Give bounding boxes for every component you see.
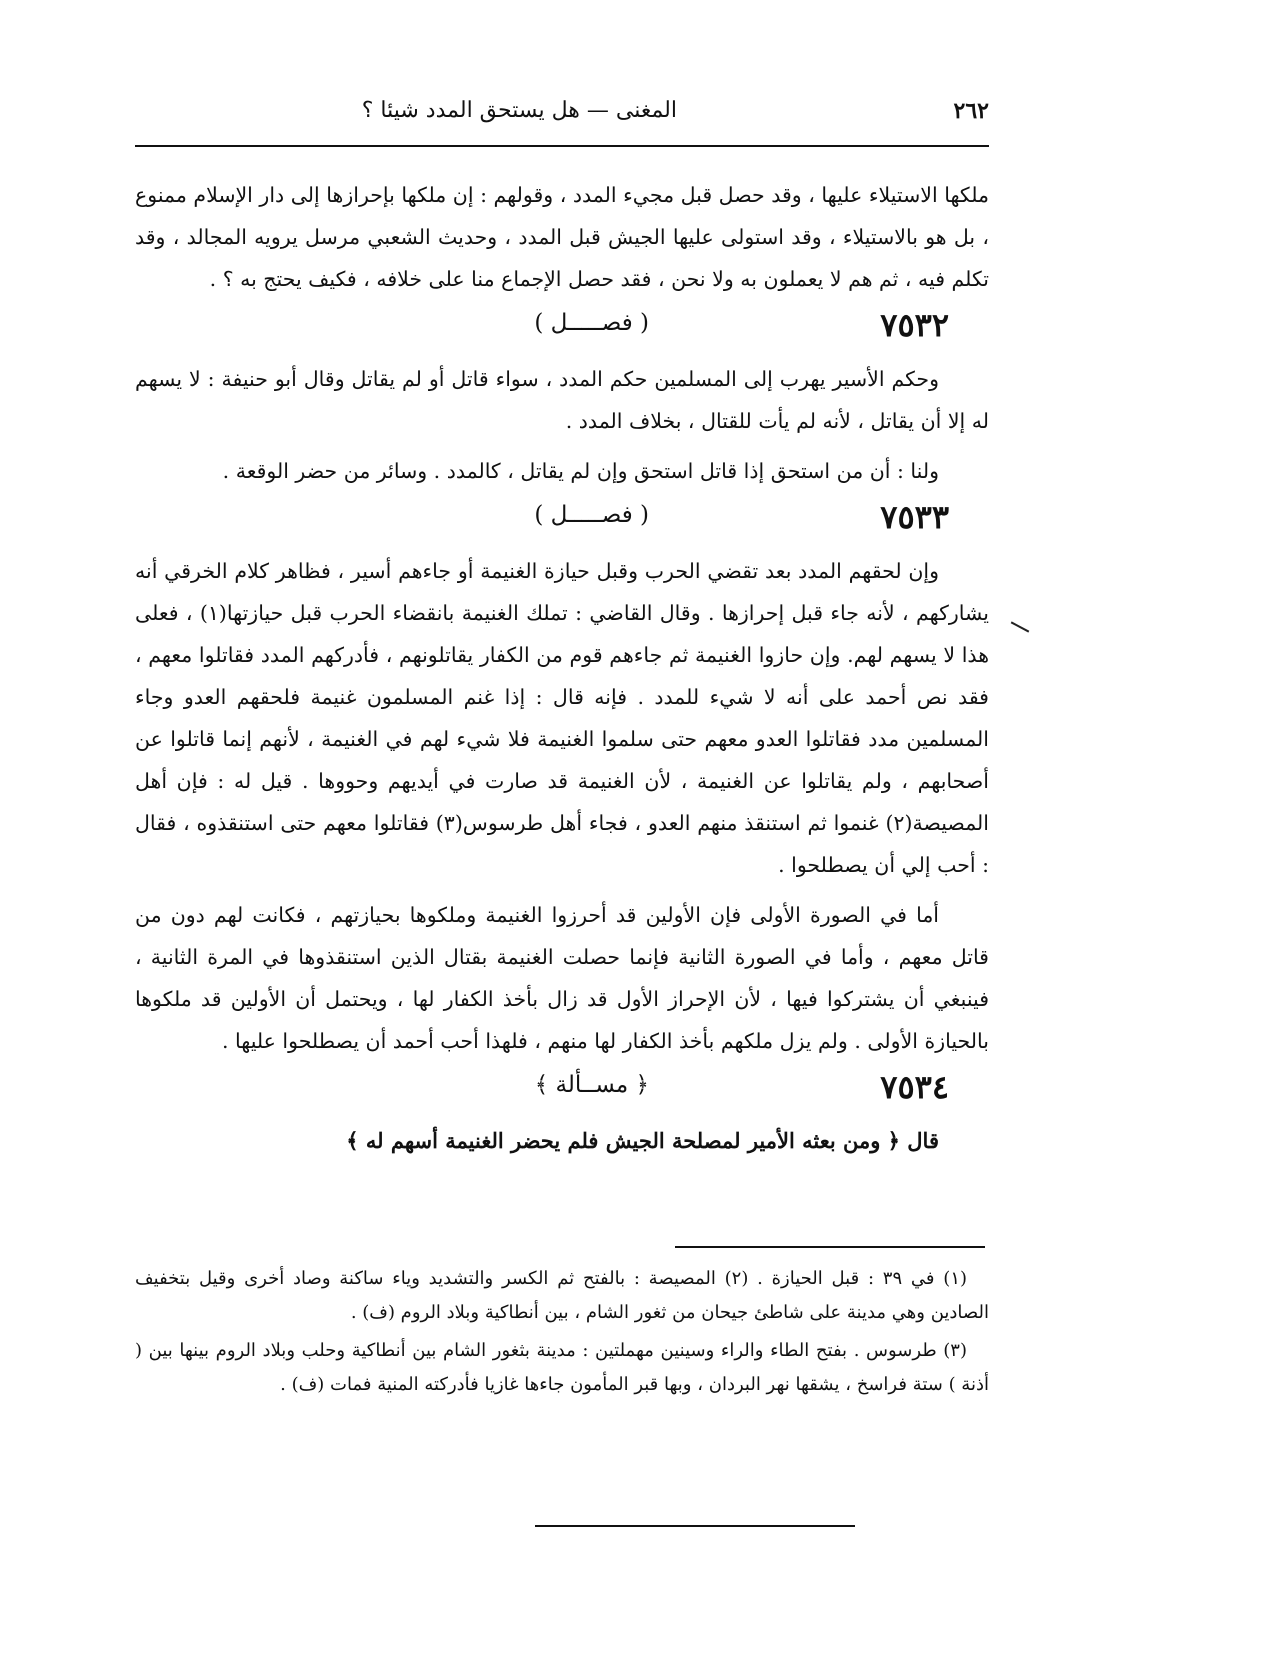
quoted-text: قال ﴿ ومن بعثه الأمير لمصلحة الجيش فلم يحضر الغنيمة أسهم له ﴾	[346, 1128, 939, 1153]
paragraph: وإن لحقهم المدد بعد تقضي الحرب وقبل حيازة الغنيمة أو جاءهم أسير ، فظاهر كلام الخرقي أنه يشاركهم ، لأنه جاء قبل إحرازها . وقال القاضي : تملك الغنيمة بانقضاء الحرب قبل حيازتها(١) ، فعلى هذا لا يسهم لهم. وإن حازوا الغنيمة ثم جاءهم قوم من الكفار يقاتلونهم ، فأدركهم المدد فقاتلوا معهم ، فقد نص أحمد على أنه لا شيء للمدد . فإنه قال : إذا غنم المسلمون غنيمة فلحقهم العدو وجاء المسلمين مدد فقاتلوا العدو معهم حتى سلموا الغنيمة فلا شيء لهم في الغنيمة ، لأنهم إنما قاتلوا عن أصحابهم ، ولم يقاتلوا عن الغنيمة ، لأن الغنيمة قد صارت في أيديهم وحووها . قيل له : فإن أهل المصيصة(٢) غنموا ثم استنقذ منهم العدو ، فجاء أهل طرسوس(٣) فقاتلوا معهم حتى استنقذوه ، فقال : أحب إلي أن يصطلحوا .	[135, 559, 989, 877]
page-number: ٢٦٢	[953, 98, 989, 124]
section-label: ﴿ مســألة ﴾	[534, 1072, 649, 1098]
footnote: (٣) طرسوس . بفتح الطاء والراء وسينين مهملتين : مدينة بثغور الشام بين أنطاكية وحلب وبلاد الروم بينها بين ( أذنة ) ستة فراسخ ، يشقها نهر البردان ، وبها قبر المأمون جاءها غازيا فأدركته المنية فمات (ف) .	[135, 1340, 989, 1395]
section-number: ٧٥٣٤	[880, 1068, 949, 1106]
section-number: ٧٥٣٢	[880, 306, 949, 344]
paragraph: وحكم الأسير يهرب إلى المسلمين حكم المدد ، سواء قاتل أو لم يقاتل وقال أبو حنيفة : لا يسهم له إلا أن يقاتل ، لأنه لم يأت للقتال ، بخلاف المدد .	[135, 367, 989, 433]
footnotes	[135, 1262, 989, 1406]
paragraph: أما في الصورة الأولى فإن الأولين قد أحرزوا الغنيمة وملكوها بحيازتهم ، فكانت لهم دون من قاتل معهم ، وأما في الصورة الثانية فإنما حصلت الغنيمة بقتال الذين استنقذوها في المرة الثانية ، فينبغي أن يشتركوا فيها ، لأن الإحراز الأول قد زال بأخذ الكفار لها ، ويحتمل أن الأولين قد ملكوها بالحيازة الأولى . ولم يزل ملكهم بأخذ الكفار لها منهم ، فلهذا أحب أحمد أن يصطلحوا عليها .	[135, 903, 989, 1053]
main-text	[135, 174, 989, 1162]
paragraph: ملكها الاستيلاء عليها ، وقد حصل قبل مجيء المدد ، وقولهم : إن ملكها بإحرازها إلى دار الإسلام ممنوع ، بل هو بالاستيلاء ، وقد استولى عليها الجيش قبل المدد ، وحديث الشعبي مرسل يرويه المجالد ، وقد تكلم فيه ، ثم هم لا يعملون به ولا نحن ، فقد حصل الإجماع منا على خلافه ، فكيف يحتج به ؟ .	[135, 183, 989, 291]
footnote-rule	[675, 1246, 985, 1248]
page-header	[135, 98, 989, 134]
section-heading	[135, 302, 989, 354]
section-label: ( فصـــــل )	[534, 502, 649, 528]
section-number: ٧٥٣٣	[880, 498, 949, 536]
section-heading	[135, 494, 989, 546]
footnote: (١) في ٣٩ : قبل الحيازة . (٢) المصيصة : بالفتح ثم الكسر والتشديد وياء ساكنة وصاد أخرى وقيل بتخفيف الصادين وهي مدينة على شاطئ جيحان من ثغور الشام ، بين أنطاكية وبلاد الروم (ف) .	[135, 1268, 989, 1323]
margin-mark	[1011, 621, 1030, 632]
section-heading	[135, 1064, 989, 1116]
paragraph: ولنا : أن من استحق إذا قاتل استحق وإن لم يقاتل ، كالمدد . وسائر من حضر الوقعة .	[222, 459, 939, 483]
running-title: المغنى — هل يستحق المدد شيئا ؟	[361, 98, 677, 123]
header-rule	[135, 145, 989, 147]
section-label: ( فصـــــل )	[534, 310, 649, 336]
bottom-rule	[535, 1525, 855, 1527]
